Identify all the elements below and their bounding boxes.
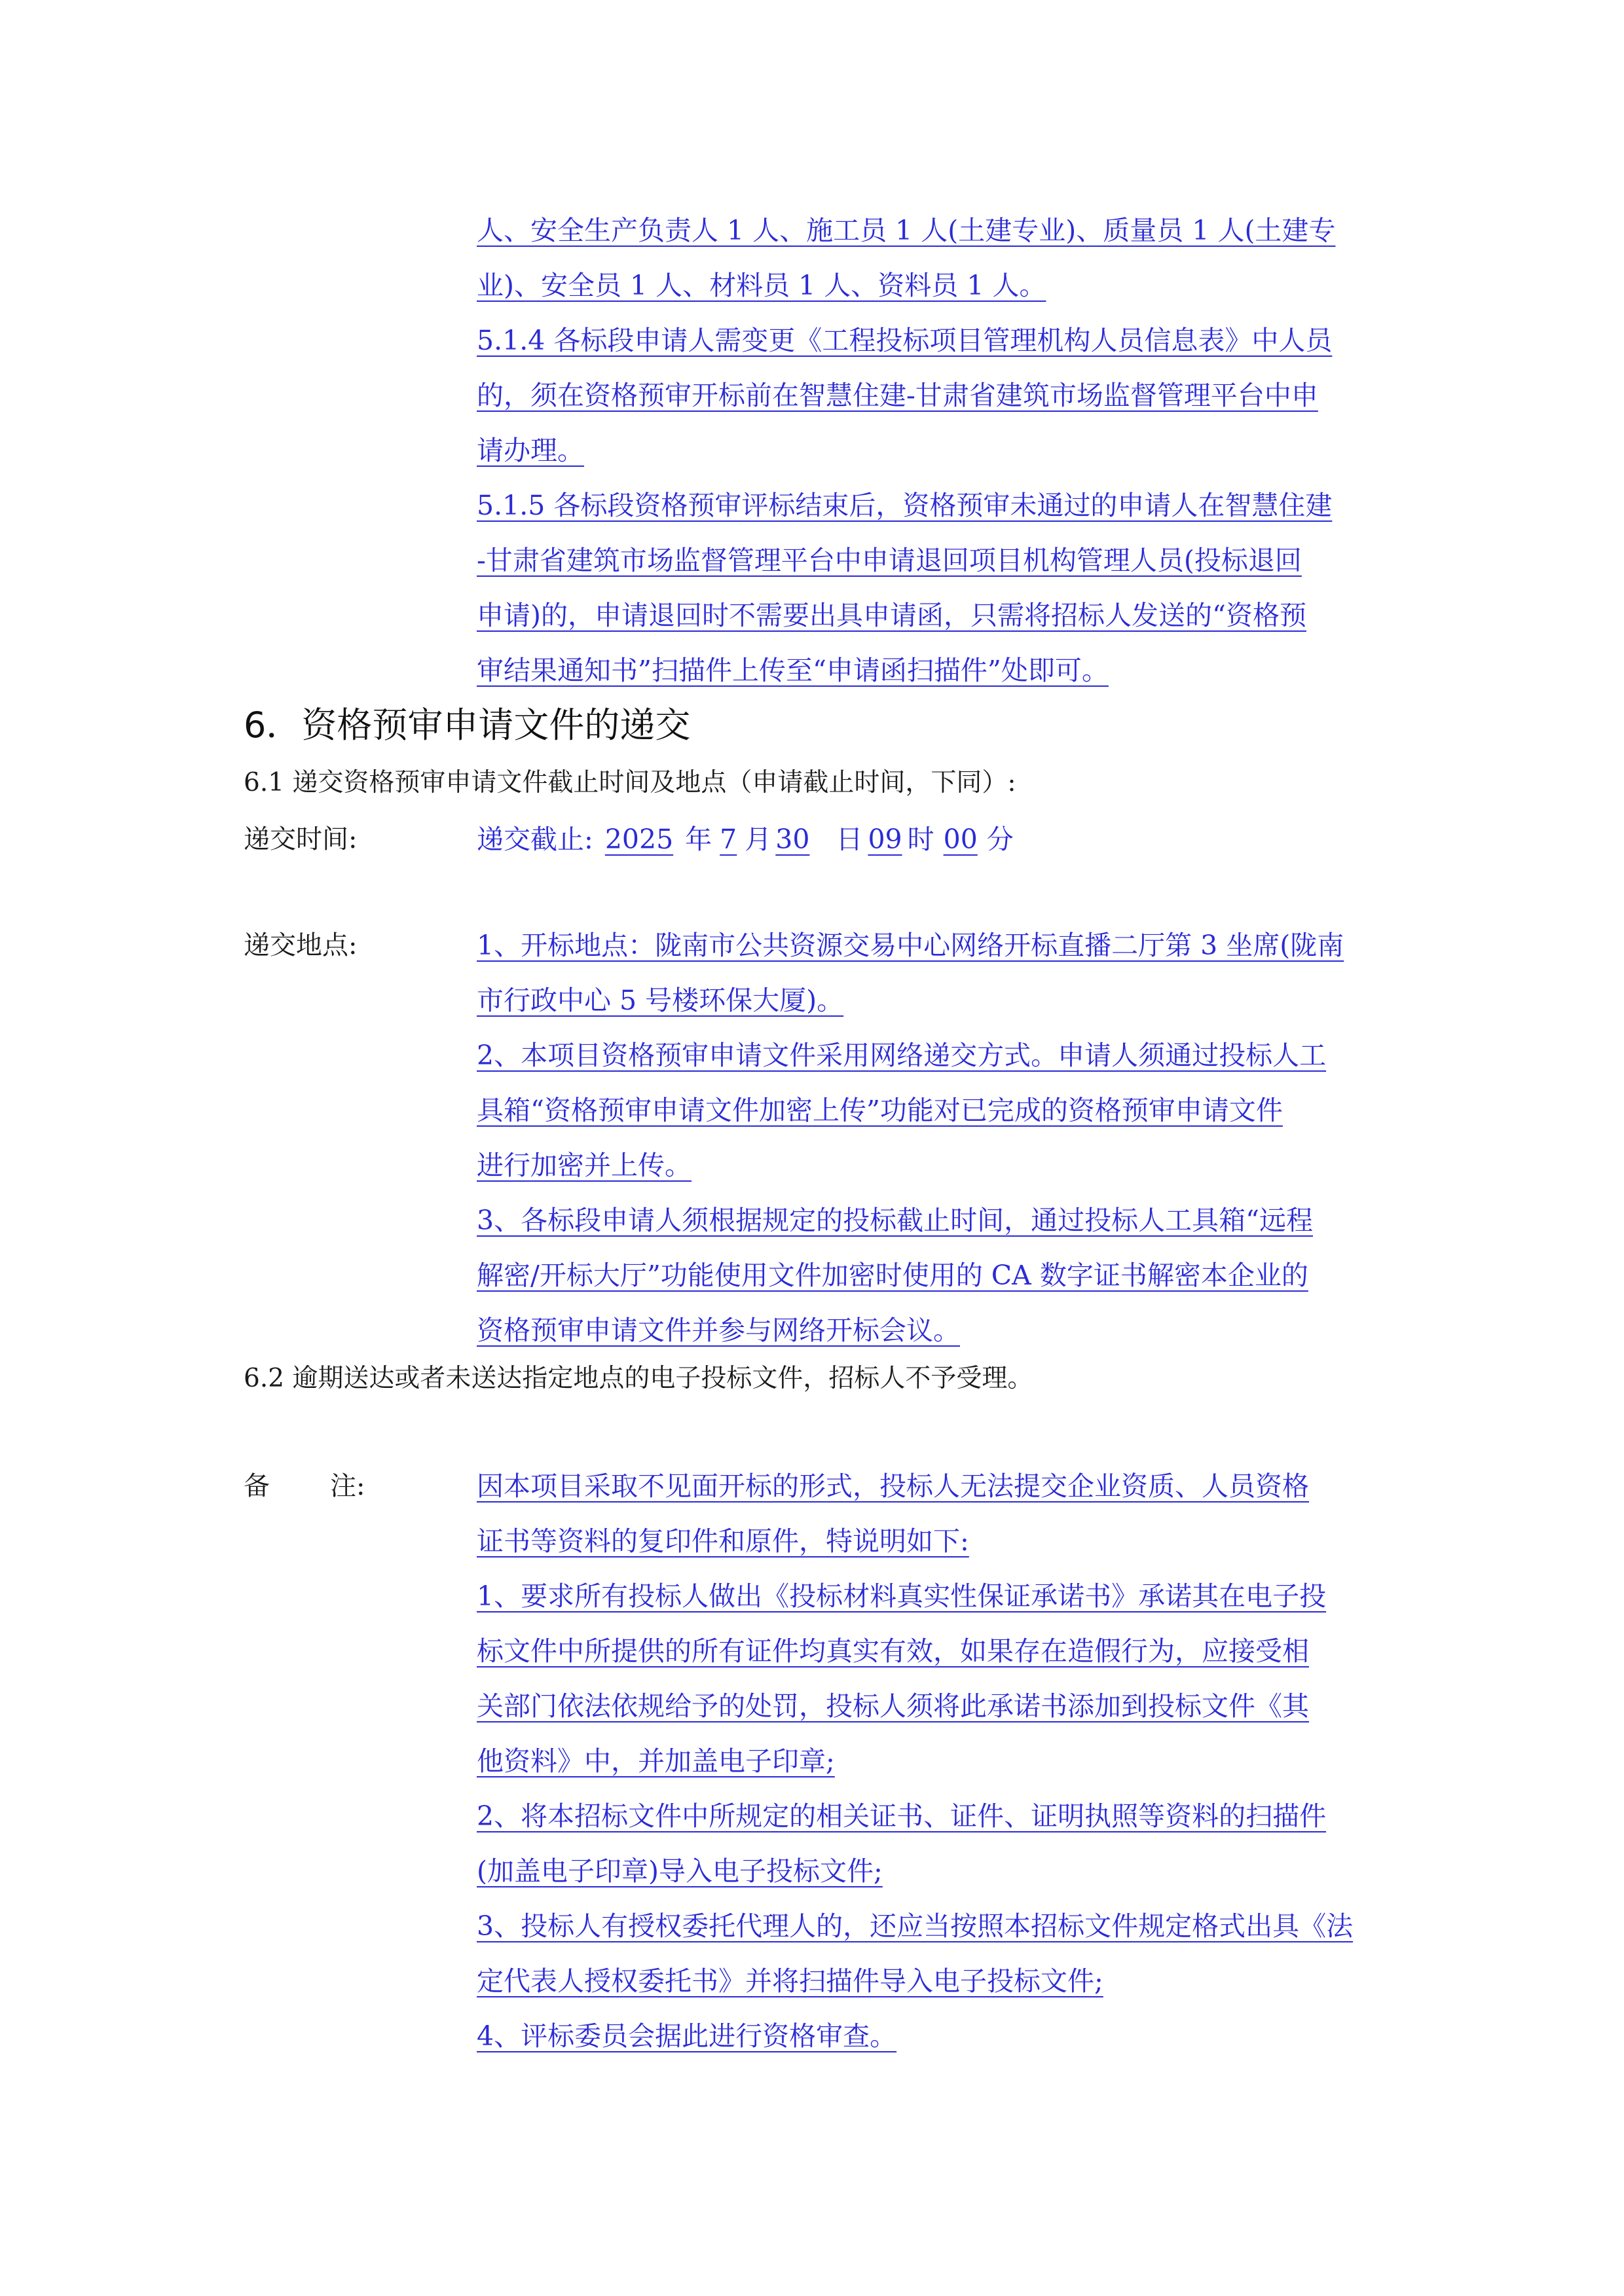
- deadline-minute: 00: [943, 824, 978, 855]
- place-line: 3、各标段申请人须根据规定的投标截止时间，通过投标人工具箱“远程: [477, 1205, 1314, 1236]
- section5-line: 的，须在资格预审开标前在智慧住建-甘肃省建筑市场监督管理平台中申: [477, 380, 1318, 411]
- remarks-line: 3、投标人有授权委托代理人的，还应当按照本招标文件规定格式出具《法: [477, 1910, 1354, 1942]
- section5-line: 请办理。: [477, 435, 584, 466]
- section5-line: 审结果通知书”扫描件上传至“申请函扫描件”处即可。: [477, 655, 1109, 686]
- place-line: 解密/开标大厅”功能使用文件加密时使用的 CA 数字证书解密本企业的: [477, 1260, 1308, 1291]
- item-6-1: 6.1 递交资格预审申请文件截止时间及地点（申请截止时间，下同）:: [244, 768, 1016, 797]
- deadline-day-unit: 日: [836, 824, 863, 855]
- remarks-line: 定代表人授权委托书》并将扫描件导入电子投标文件;: [477, 1965, 1103, 1997]
- section5-line: -甘肃省建筑市场监督管理平台中申请退回项目机构管理人员(投标退回: [477, 545, 1302, 576]
- remarks-line: 他资料》中，并加盖电子印章;: [477, 1745, 835, 1777]
- remarks-line: 4、评标委员会据此进行资格审查。: [477, 2020, 897, 2052]
- deadline-hour-unit: 时: [907, 824, 934, 855]
- deadline-line: [477, 820, 1014, 859]
- section5-line: 业)、安全员 1 人、材料员 1 人、资料员 1 人。: [477, 270, 1046, 301]
- remarks-label-part: 注:: [330, 1471, 365, 1501]
- remarks-line: 关部门依法依规给予的处罚，投标人须将此承诺书添加到投标文件《其: [477, 1690, 1309, 1722]
- section5-block: [477, 203, 1374, 698]
- submit-place-label: 递交地点:: [244, 930, 358, 960]
- section5-line: 人、安全生产负责人 1 人、施工员 1 人(土建专业)、质量员 1 人(土建专: [477, 215, 1336, 246]
- deadline-year: 2025: [604, 824, 674, 855]
- remarks-line: (加盖电子印章)导入电子投标文件;: [477, 1855, 883, 1887]
- deadline-day: 30: [775, 824, 810, 855]
- place-line: 1、开标地点：陇南市公共资源交易中心网络开标直播二厅第 3 坐席(陇南: [477, 930, 1344, 961]
- deadline-year-unit: 年: [685, 824, 712, 855]
- place-line: 市行政中心 5 号楼环保大厦)。: [477, 985, 844, 1016]
- submit-place-block: [477, 918, 1374, 1358]
- remarks-line: 因本项目采取不见面开标的形式，投标人无法提交企业资质、人员资格: [477, 1470, 1309, 1502]
- remarks-line: 标文件中所提供的所有证件均真实有效，如果存在造假行为，应接受相: [477, 1635, 1309, 1667]
- place-line: 进行加密并上传。: [477, 1150, 692, 1181]
- remarks-line: 2、将本招标文件中所规定的相关证书、证件、证明执照等资料的扫描件: [477, 1800, 1327, 1832]
- section5-line: 5.1.5 各标段资格预审评标结束后，资格预审未通过的申请人在智慧住建: [477, 490, 1333, 521]
- deadline-minute-unit: 分: [986, 824, 1014, 855]
- section5-line: 申请)的，申请退回时不需要出具申请函，只需将招标人发送的“资格预: [477, 600, 1306, 631]
- submit-time-label: 递交时间:: [244, 824, 358, 854]
- place-line: 资格预审申请文件并参与网络开标会议。: [477, 1315, 960, 1346]
- remarks-block: [477, 1459, 1374, 2064]
- deadline-month: 7: [720, 824, 737, 855]
- item-6-2: 6.2 逾期送达或者未送达指定地点的电子投标文件，招标人不予受理。: [244, 1364, 1033, 1393]
- section6-heading: 6．资格预审申请文件的递交: [244, 704, 691, 746]
- place-line: 2、本项目资格预审申请文件采用网络递交方式。申请人须通过投标人工: [477, 1040, 1327, 1071]
- section5-line: 5.1.4 各标段申请人需变更《工程投标项目管理机构人员信息表》中人员: [477, 325, 1333, 356]
- deadline-month-unit: 月: [745, 824, 772, 855]
- remarks-label: [244, 1467, 365, 1506]
- remarks-line: 证书等资料的复印件和原件，特说明如下:: [477, 1525, 969, 1557]
- deadline-prefix: 递交截止:: [477, 824, 593, 855]
- place-line: 具箱“资格预审申请文件加密上传”功能对已完成的资格预审申请文件: [477, 1095, 1283, 1126]
- deadline-hour: 09: [868, 824, 902, 855]
- remarks-line: 1、要求所有投标人做出《投标材料真实性保证承诺书》承诺其在电子投: [477, 1580, 1327, 1612]
- remarks-label-part: 备: [244, 1471, 270, 1501]
